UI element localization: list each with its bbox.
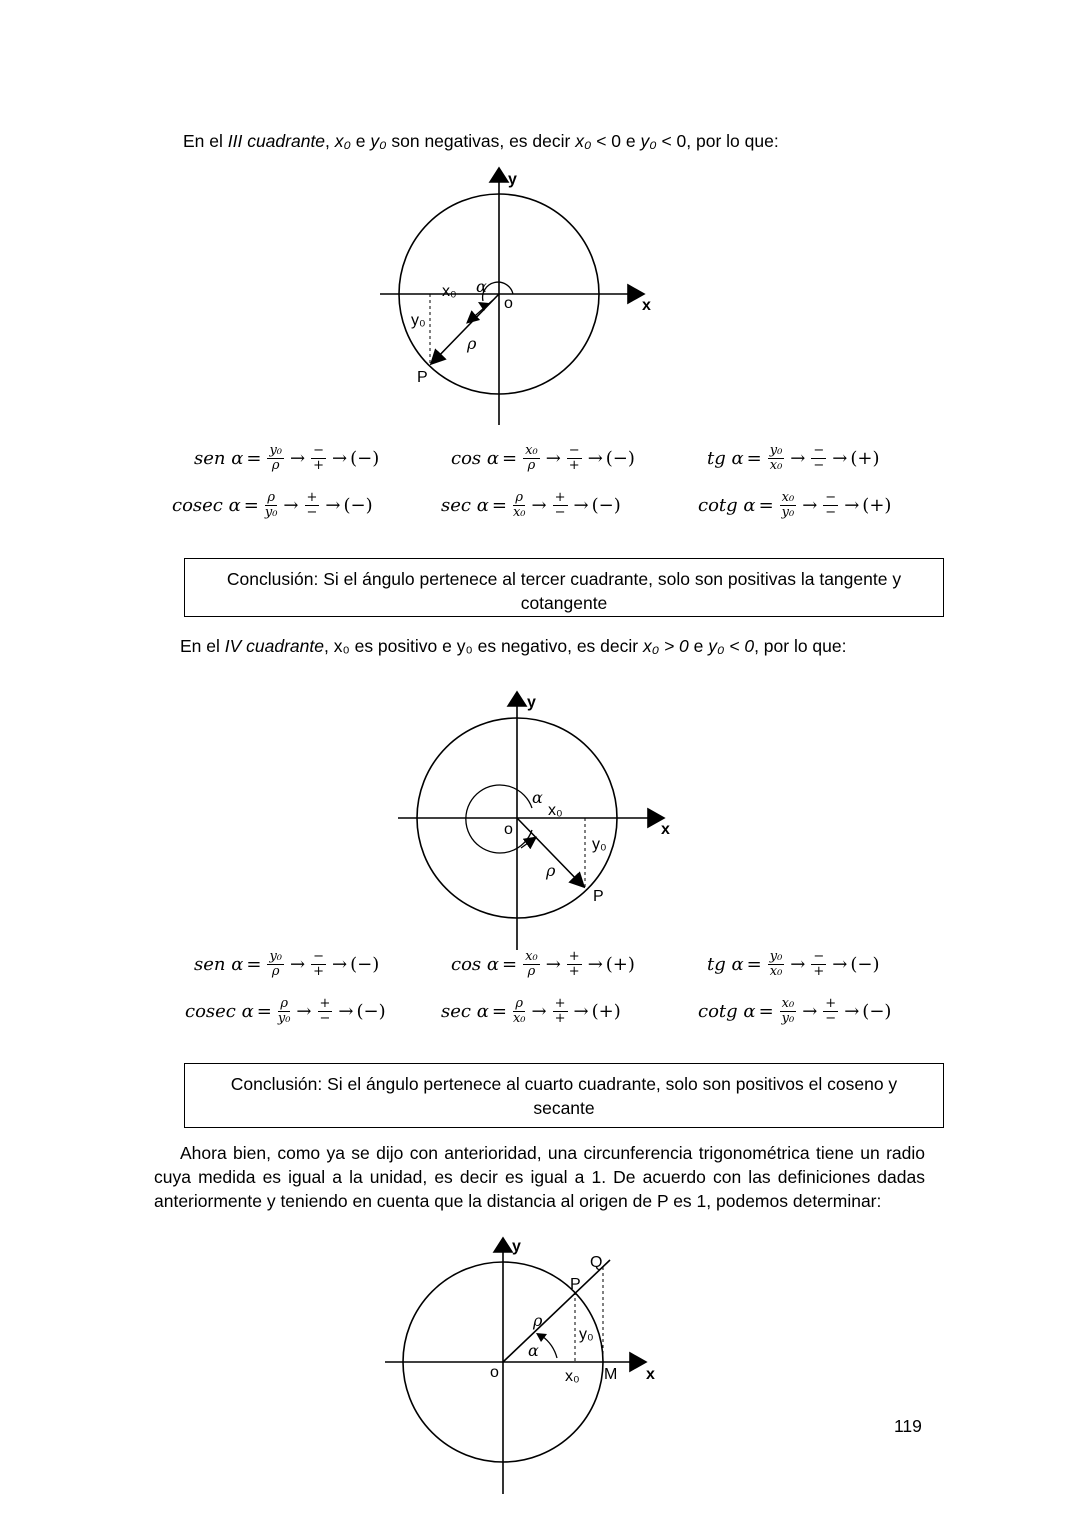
arrow: → (832, 448, 848, 469)
arrow: → (587, 954, 603, 975)
y-axis-label: y (508, 171, 517, 188)
arrow: → (573, 1001, 589, 1022)
function-name: sen α (194, 448, 244, 469)
text-segment: En el (180, 636, 225, 656)
function-name: cosec α (185, 1001, 254, 1022)
sign-fraction (553, 491, 568, 520)
equals-sign: = (502, 448, 518, 469)
arrow: → (290, 448, 306, 469)
formula-cosec (185, 997, 386, 1026)
sign-fraction (811, 950, 826, 979)
x0-label: x₀ (548, 802, 563, 819)
formula-cosec (172, 491, 373, 520)
text-segment: x₀ (334, 131, 351, 151)
diagram-fourth-quadrant (398, 692, 664, 950)
text-segment: x₀ > 0 (642, 636, 689, 656)
origin-label: o (504, 295, 513, 312)
x-axis-label: x (642, 297, 651, 314)
numerator: − (313, 949, 325, 964)
y0-label: y₀ (592, 836, 607, 853)
function-name: cos α (451, 954, 500, 975)
arrow: → (283, 495, 299, 516)
denominator: ρ (527, 964, 536, 979)
formula-cotg (698, 997, 891, 1026)
ratio-fraction (523, 950, 540, 979)
arrow: → (790, 448, 806, 469)
equals-sign: = (256, 1001, 272, 1022)
denominator: ρ (271, 458, 280, 473)
rho-label: ρ (546, 861, 556, 880)
arrow: → (802, 1001, 818, 1022)
y0-label: y₀ (579, 1326, 594, 1343)
equals-sign: = (758, 1001, 774, 1022)
ratio-fraction (523, 444, 540, 473)
formula-cotg (698, 491, 891, 520)
equals-sign: = (758, 495, 774, 516)
ratio-fraction (265, 491, 278, 520)
numerator: + (825, 996, 837, 1011)
text-segment: x₀ (575, 131, 592, 151)
arrow: → (573, 495, 589, 516)
text-segment: III cuadrante (227, 131, 326, 151)
text-segment: , x₀ es positivo e y₀ es negativo, es decir (323, 636, 643, 656)
numerator: + (554, 490, 566, 505)
y0-label: y₀ (411, 312, 426, 329)
arrow: → (296, 1001, 312, 1022)
function-name: tg α (707, 954, 744, 975)
numerator: y₀ (769, 443, 783, 458)
denominator: − (554, 505, 566, 520)
arrow: → (844, 1001, 860, 1022)
result-sign: (−) (850, 954, 880, 975)
sign-fraction (567, 444, 582, 473)
alpha-label: α (532, 788, 543, 807)
result-sign: (−) (350, 448, 380, 469)
text-segment: e (688, 636, 709, 656)
arrow: → (587, 448, 603, 469)
arrow: → (332, 954, 348, 975)
equals-sign: = (246, 448, 262, 469)
sign-fraction (823, 491, 838, 520)
result-sign: (+) (850, 448, 880, 469)
equals-sign: = (491, 495, 507, 516)
numerator: y₀ (269, 443, 283, 458)
denominator: x₀ (769, 458, 783, 473)
rho-label: ρ (533, 1311, 543, 1330)
equals-sign: = (746, 954, 762, 975)
result-sign: (−) (862, 1001, 892, 1022)
text-segment: < 0 e (591, 131, 641, 151)
arrow: → (545, 954, 561, 975)
text-segment: , por lo que: (754, 636, 847, 656)
result-sign: (−) (591, 495, 621, 516)
numerator: − (813, 949, 825, 964)
numerator: x₀ (781, 996, 795, 1011)
point-p-label: P (417, 369, 428, 386)
function-name: sec α (441, 1001, 489, 1022)
equals-sign: = (246, 954, 262, 975)
numerator: − (313, 443, 325, 458)
text-segment: y₀ < 0 (708, 636, 755, 656)
text-segment: En el (183, 131, 228, 151)
intro-fourth-quadrant (180, 634, 846, 658)
denominator: + (568, 964, 580, 979)
equals-sign: = (746, 448, 762, 469)
numerator: y₀ (769, 949, 783, 964)
text-segment: e (350, 131, 371, 151)
denominator: − (825, 505, 837, 520)
body-paragraph: Ahora bien, como ya se dijo con anterioridad, una circunferencia trigonométrica tiene un radio cuya medida es igual a la unidad, es decir es igual a 1. De acuerdo con las definiciones dadas anteriormente y teniendo en cuenta que la distancia al origen de P es 1, podemos determinar: (154, 1143, 925, 1211)
x-axis-label: x (646, 1366, 655, 1383)
numerator: x₀ (781, 490, 795, 505)
ratio-fraction (768, 444, 785, 473)
sign-fraction (811, 444, 826, 473)
point-p-label: P (570, 1276, 581, 1293)
equals-sign: = (243, 495, 259, 516)
result-sign: (−) (350, 954, 380, 975)
ratio-fraction (780, 491, 797, 520)
alpha-label: α (476, 277, 487, 296)
arrow: → (802, 495, 818, 516)
point-p-label: P (593, 888, 604, 905)
formula-cos (451, 444, 635, 473)
numerator: y₀ (269, 949, 283, 964)
sign-fraction (567, 950, 582, 979)
ratio-fraction (267, 444, 284, 473)
result-sign: (+) (591, 1001, 621, 1022)
ratio-fraction (780, 997, 797, 1026)
numerator: − (825, 490, 837, 505)
numerator: x₀ (525, 443, 538, 458)
sign-fraction (823, 997, 838, 1026)
arrow: → (832, 954, 848, 975)
result-sign: (+) (862, 495, 892, 516)
function-name: cos α (451, 448, 500, 469)
arrow: → (290, 954, 306, 975)
y-axis-label: y (512, 1238, 521, 1255)
formula-sec (441, 997, 621, 1026)
sign-fraction (553, 997, 568, 1026)
arrow: → (531, 1001, 547, 1022)
result-sign: (−) (605, 448, 635, 469)
denominator: + (313, 458, 325, 473)
arrow: → (844, 495, 860, 516)
numerator: − (813, 443, 825, 458)
denominator: + (568, 458, 580, 473)
denominator: − (813, 458, 825, 473)
sign-fraction (305, 491, 320, 520)
formula-sen (194, 444, 379, 473)
x-axis-label: x (661, 821, 670, 838)
numerator: − (568, 443, 580, 458)
function-name: cosec α (172, 495, 241, 516)
formula-sen (194, 950, 379, 979)
denominator: + (554, 1011, 566, 1026)
numerator: + (306, 490, 318, 505)
arrow: → (531, 495, 547, 516)
denominator: ρ (271, 964, 280, 979)
alpha-label: α (528, 1341, 539, 1360)
origin-label: o (504, 821, 513, 838)
diagram-fourth-quadrant-labels (504, 694, 670, 905)
text-segment: < 0, por lo que: (656, 131, 779, 151)
denominator: − (825, 1011, 837, 1026)
arrow: → (790, 954, 806, 975)
result-sign: (+) (605, 954, 635, 975)
function-name: tg α (707, 448, 744, 469)
denominator: ρ (527, 458, 536, 473)
numerator: x₀ (525, 949, 538, 964)
arrow: → (338, 1001, 354, 1022)
formula-cos (451, 950, 635, 979)
formula-sec (441, 491, 621, 520)
denominator: x₀ (512, 1011, 526, 1026)
conclusion-third-quadrant: Conclusión: Si el ángulo pertenece al tercer cuadrante, solo son positivas la tangente y cotangente (184, 558, 944, 617)
x0-label: x₀ (442, 283, 457, 300)
denominator: y₀ (277, 1011, 291, 1026)
ratio-fraction (513, 491, 526, 520)
denominator: x₀ (769, 964, 783, 979)
text-segment: , (325, 131, 335, 151)
function-name: sec α (441, 495, 489, 516)
ratio-fraction (513, 997, 526, 1026)
sign-fraction (318, 997, 333, 1026)
equals-sign: = (502, 954, 518, 975)
numerator: ρ (280, 996, 288, 1011)
point-q-label: Q (590, 1254, 603, 1271)
arrow: → (545, 448, 561, 469)
formula-tg (707, 444, 880, 473)
numerator: ρ (267, 490, 275, 505)
diagram-third-quadrant-labels (411, 171, 651, 386)
denominator: x₀ (512, 505, 526, 520)
ratio-fraction (768, 950, 785, 979)
origin-label: o (490, 1364, 499, 1381)
y-axis-label: y (527, 694, 536, 711)
text-segment: IV cuadrante (224, 636, 324, 656)
numerator: ρ (515, 490, 524, 505)
numerator: + (319, 996, 331, 1011)
formula-tg (707, 950, 880, 979)
denominator: − (319, 1011, 331, 1026)
x0-label: x₀ (565, 1368, 580, 1385)
ratio-fraction (278, 997, 291, 1026)
conclusion-fourth-quadrant: Conclusión: Si el ángulo pertenece al cuarto cuadrante, solo son positivos el coseno y secante (184, 1063, 944, 1128)
sign-fraction (311, 950, 326, 979)
numerator: + (554, 996, 566, 1011)
function-name: sen α (194, 954, 244, 975)
denominator: y₀ (781, 505, 795, 520)
text-segment: y₀ (370, 131, 387, 151)
denominator: y₀ (264, 505, 278, 520)
denominator: + (813, 964, 825, 979)
numerator: + (568, 949, 580, 964)
rho-label: ρ (467, 334, 477, 353)
equals-sign: = (491, 1001, 507, 1022)
numerator: ρ (515, 996, 524, 1011)
ratio-fraction (267, 950, 284, 979)
denominator: − (306, 505, 318, 520)
denominator: y₀ (781, 1011, 795, 1026)
result-sign: (−) (356, 1001, 386, 1022)
result-sign: (−) (343, 495, 373, 516)
text-segment: son negativas, es decir (386, 131, 576, 151)
page-number: 119 (894, 1416, 922, 1436)
text-segment: y₀ (640, 131, 657, 151)
sign-fraction (311, 444, 326, 473)
arrow: → (332, 448, 348, 469)
point-m-label: M (604, 1366, 618, 1383)
denominator: + (313, 964, 325, 979)
function-name: cotg α (698, 1001, 756, 1022)
arrow: → (325, 495, 341, 516)
function-name: cotg α (698, 495, 756, 516)
